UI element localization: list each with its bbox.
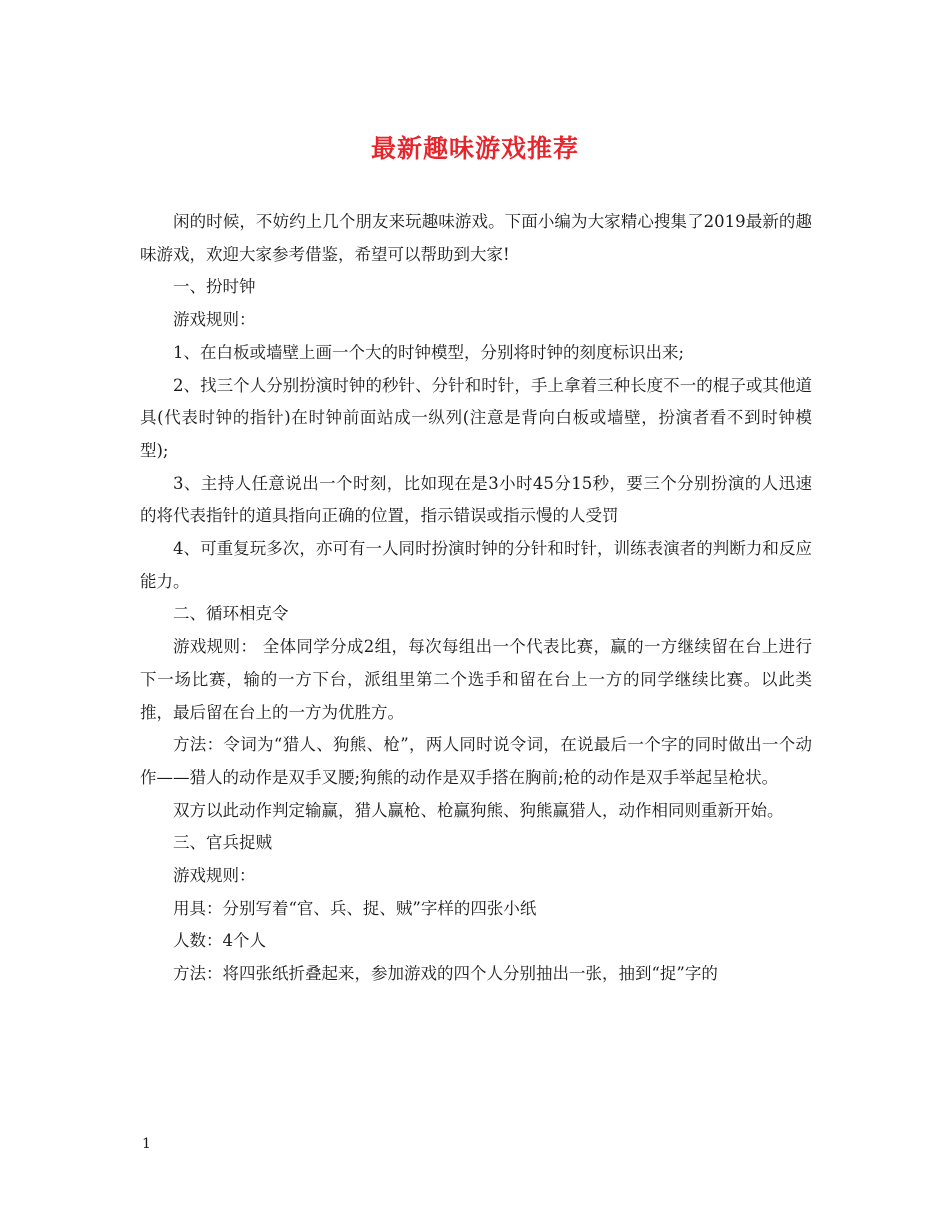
paragraph: 游戏规则： xyxy=(173,310,256,330)
paragraph-intro: 闲的时候，不妨约上几个朋友来玩趣味游戏。下面小编为大家精心搜集了2019最新的趣味游戏，欢迎大家参考借鉴，希望可以帮助到大家! xyxy=(140,212,812,264)
section-heading-1: 一、扮时钟 xyxy=(173,277,256,297)
document-body xyxy=(140,206,812,991)
paragraph: 4、可重复玩多次，亦可有一人同时扮演时钟的分针和时针，训练表演者的判断力和反应能力。 xyxy=(140,539,812,591)
paragraph: 3、主持人任意说出一个时刻，比如现在是3小时45分15秒，要三个分别扮演的人迅速的将代表指针的道具指向正确的位置，指示错误或指示慢的人受罚 xyxy=(140,473,812,526)
section-heading-3: 三、官兵捉贼 xyxy=(173,833,272,853)
section-heading-2: 二、循环相克令 xyxy=(173,604,289,624)
paragraph: 方法：将四张纸折叠起来，参加游戏的四个人分别抽出一张，抽到“捉”字的 xyxy=(173,964,718,984)
paragraph: 游戏规则： 全体同学分成2组，每次每组出一个代表比赛，赢的一方继续留在台上进行下一场比赛，输的一方下台，派组里第二个选手和留在台上一方的同学继续比赛。以此类推，最后留在台上的一方为优胜方。 xyxy=(140,637,812,722)
paragraph: 人数：4个人 xyxy=(173,931,266,951)
document-title: 最新趣味游戏推荐 xyxy=(370,134,579,163)
paragraph: 双方以此动作判定输赢，猎人赢枪、枪赢狗熊、狗熊赢猎人，动作相同则重新开始。 xyxy=(173,800,784,820)
paragraph: 方法：令词为“猎人、狗熊、枪”，两人同时说令词，在说最后一个字的同时做出一个动作——猎人的动作是双手叉腰;狗熊的动作是双手搭在胸前;枪的动作是双手举起呈枪状。 xyxy=(140,735,812,787)
paragraph: 用具：分别写着“官、兵、捉、贼”字样的四张小纸 xyxy=(173,898,537,918)
page-number: 1 xyxy=(142,1136,151,1152)
paragraph: 1、在白板或墙壁上画一个大的时钟模型，分别将时钟的刻度标识出来; xyxy=(173,342,685,362)
paragraph: 游戏规则： xyxy=(173,866,256,886)
paragraph: 2、找三个人分别扮演时钟的秒针、分针和时针，手上拿着三种长度不一的棍子或其他道具(代表时钟的指针)在时钟前面站成一纵列(注意是背向白板或墙壁，扮演者看不到时钟模型); xyxy=(140,375,812,460)
